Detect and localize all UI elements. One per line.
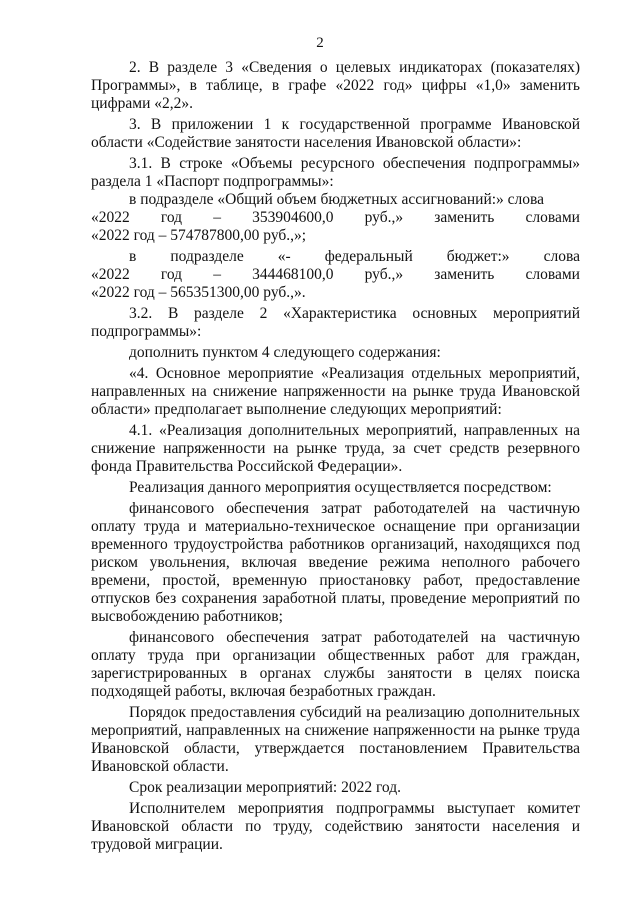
word: заменить [434,209,495,226]
word: «2022 [91,266,130,283]
paragraph-financing-temporary-employment: финансового обеспечения затрат работодателей на частичную оплату труда и материально-техническое оснащение при организации временного трудоустройства работников организаций, находящихся под риском увольнения, включая введение режима неполного рабочего времени, простой, временную приостановку работ, предоставление отпусков без сохранения заработной платы, проведение мероприятий по высвобождению работников; [91,500,580,625]
word: год [160,266,183,283]
paragraph-add-item4: дополнить пунктом 4 следующего содержания: [129,344,441,361]
paragraph-3-1: 3.1. В строке «Объемы ресурсного обеспечения подпрограммы» раздела 1 «Паспорт подпрограммы»: [91,155,580,190]
paragraph-federal-budget-line1 [91,248,580,266]
word: руб.,» [364,209,404,226]
word: – [213,209,221,226]
paragraph-financing-public-works: финансового обеспечения затрат работодателей на частичную оплату труда при организации общественных работ для граждан, зарегистрированных в органах службы занятости в целях поиска подходящей работы, включая безработных граждан. [91,629,580,700]
word: в [129,248,137,265]
word: год [160,209,183,226]
paragraph-federal-budget-line3: «2022 год – 565351300,00 руб.,». [91,284,306,301]
word: бюджет:» [446,248,510,265]
word: заменить [434,266,495,283]
paragraph-total-budget-line1: в подразделе «Общий объем бюджетных ассигнований:» слова [129,191,545,208]
paragraph-executor: Исполнителем мероприятия подпрограммы выступает комитет Ивановской области по труду, содействию занятости населения и трудовой миграции. [91,800,580,853]
word: словами [525,209,580,226]
paragraph-timeline: Срок реализации мероприятий: 2022 год. [129,779,401,796]
paragraph-main-measure-4: «4. Основное мероприятие «Реализация отдельных мероприятий, направленных на снижение напряженности на рынке труда Ивановской области» предполагает выполнение следующих мероприятий: [91,365,580,418]
word: федеральный [324,248,413,265]
paragraph-total-budget-line3: «2022 год – 574787800,00 руб.,»; [91,227,307,244]
word: руб.,» [364,266,404,283]
word: «- [277,248,291,265]
document-body [91,59,580,854]
word: подразделе [170,248,244,265]
word: 344468100,0 [252,266,334,283]
word: слова [543,248,580,265]
paragraph-implementation: Реализация данного мероприятия осуществляется посредством: [129,479,552,496]
page-number: 2 [316,35,324,51]
paragraph-subsidy-procedure: Порядок предоставления субсидий на реализацию дополнительных мероприятий, направленных на снижение напряженности на рынке труда Ивановской области, утверждается постановлением Правительства Ивановской области. [91,704,580,775]
word: 353904600,0 [252,209,334,226]
word: словами [525,266,580,283]
paragraph-measure-4-1: 4.1. «Реализация дополнительных мероприятий, направленных на снижение напряженности на рынке труда, за счет средств резервного фонда Правительства Российской Федерации». [91,422,580,475]
word: – [213,266,221,283]
paragraph-section3-change: 2. В разделе 3 «Сведения о целевых индикаторах (показателях) Программы», в таблице, в графе «2022 год» цифры «1,0» заменить цифрами «2,2». [91,59,580,112]
paragraph-appendix1-intro: 3. В приложении 1 к государственной программе Ивановской области «Содействие занятости населения Ивановской области»: [91,116,580,151]
paragraph-total-budget-line2 [91,209,580,227]
paragraph-federal-budget-line2 [91,266,580,284]
word: «2022 [91,209,130,226]
paragraph-3-2: 3.2. В разделе 2 «Характеристика основных мероприятий подпрограммы»: [91,305,580,340]
